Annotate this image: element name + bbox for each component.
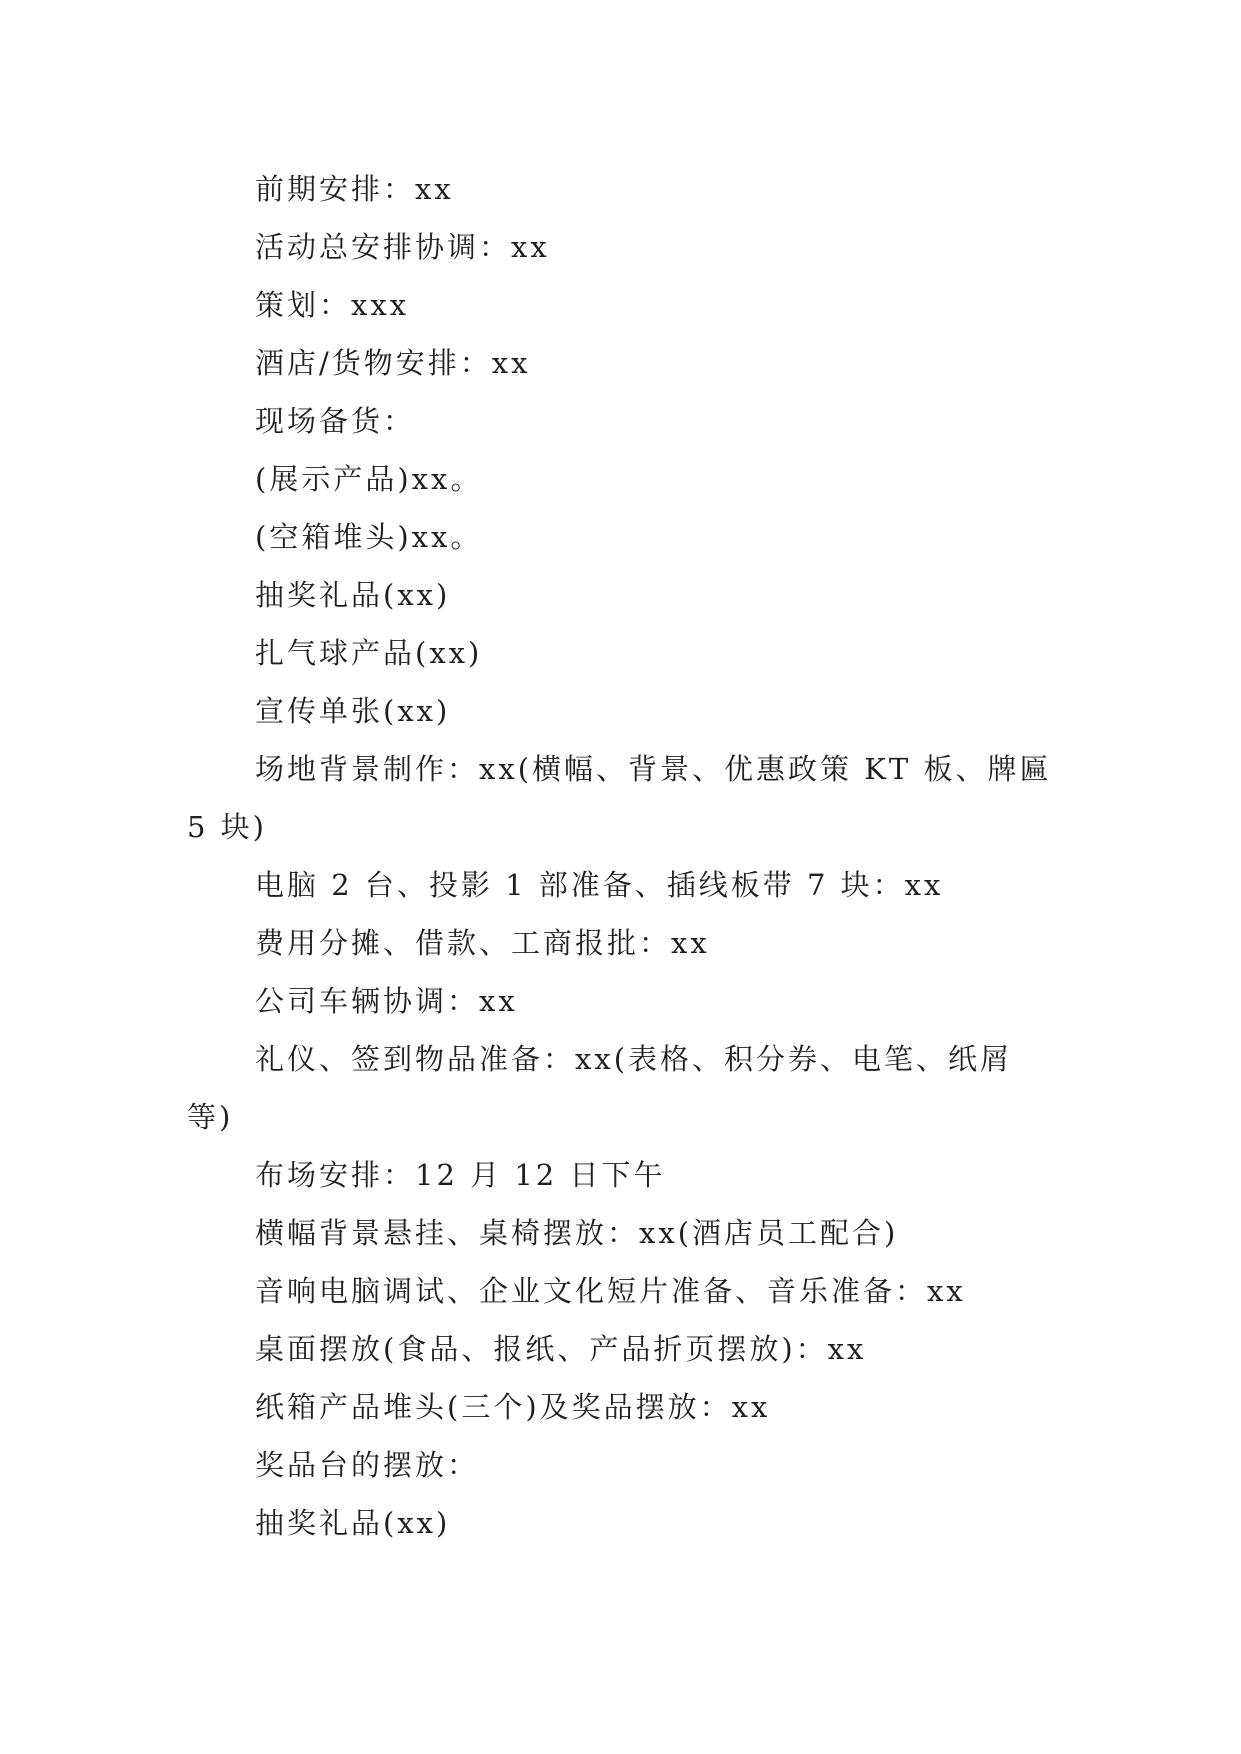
paragraph-display-products: (展示产品)xx。 [255, 462, 483, 496]
paragraph-hotel-goods: 酒店/货物安排：xx [255, 346, 531, 380]
paragraph-flyers: 宣传单张(xx) [255, 694, 451, 728]
paragraph-lottery-gifts-2: 抽奖礼品(xx) [255, 1506, 451, 1540]
paragraph-planning: 策划：xxx [255, 288, 410, 322]
paragraph-prize-table: 奖品台的摆放： [255, 1448, 480, 1482]
paragraph-lottery-gifts: 抽奖礼品(xx) [255, 578, 451, 612]
paragraph-table-items: 桌面摆放(食品、报纸、产品折页摆放)：xx [255, 1332, 867, 1366]
document-body [187, 160, 1057, 1552]
paragraph-etiquette-signin: 礼仪、签到物品准备：xx(表格、积分券、电笔、纸屑等) [187, 1042, 1013, 1134]
paragraph-cost-sharing: 费用分摊、借款、工商报批：xx [255, 926, 710, 960]
paragraph-box-stack-prizes: 纸箱产品堆头(三个)及奖品摆放：xx [255, 1390, 771, 1424]
paragraph-overall-coordination: 活动总安排协调：xx [255, 230, 550, 264]
paragraph-venue-backdrop: 场地背景制作：xx(横幅、背景、优惠政策 KT 板、牌匾 5 块) [187, 752, 1052, 844]
paragraph-venue-setup-time: 布场安排：12 月 12 日下午 [255, 1158, 666, 1192]
paragraph-audio-video: 音响电脑调试、企业文化短片准备、音乐准备：xx [255, 1274, 966, 1308]
paragraph-computers-projector: 电脑 2 台、投影 1 部准备、插线板带 7 块：xx [255, 868, 944, 902]
paragraph-balloon-products: 扎气球产品(xx) [255, 636, 483, 670]
paragraph-onsite-stock: 现场备货： [255, 404, 416, 438]
paragraph-banner-tables: 横幅背景悬挂、桌椅摆放：xx(酒店员工配合) [255, 1216, 899, 1250]
paragraph-early-arrangement: 前期安排：xx [255, 172, 454, 206]
paragraph-empty-box-stack: (空箱堆头)xx。 [255, 520, 483, 554]
paragraph-vehicle-coordination: 公司车辆协调：xx [255, 984, 518, 1018]
